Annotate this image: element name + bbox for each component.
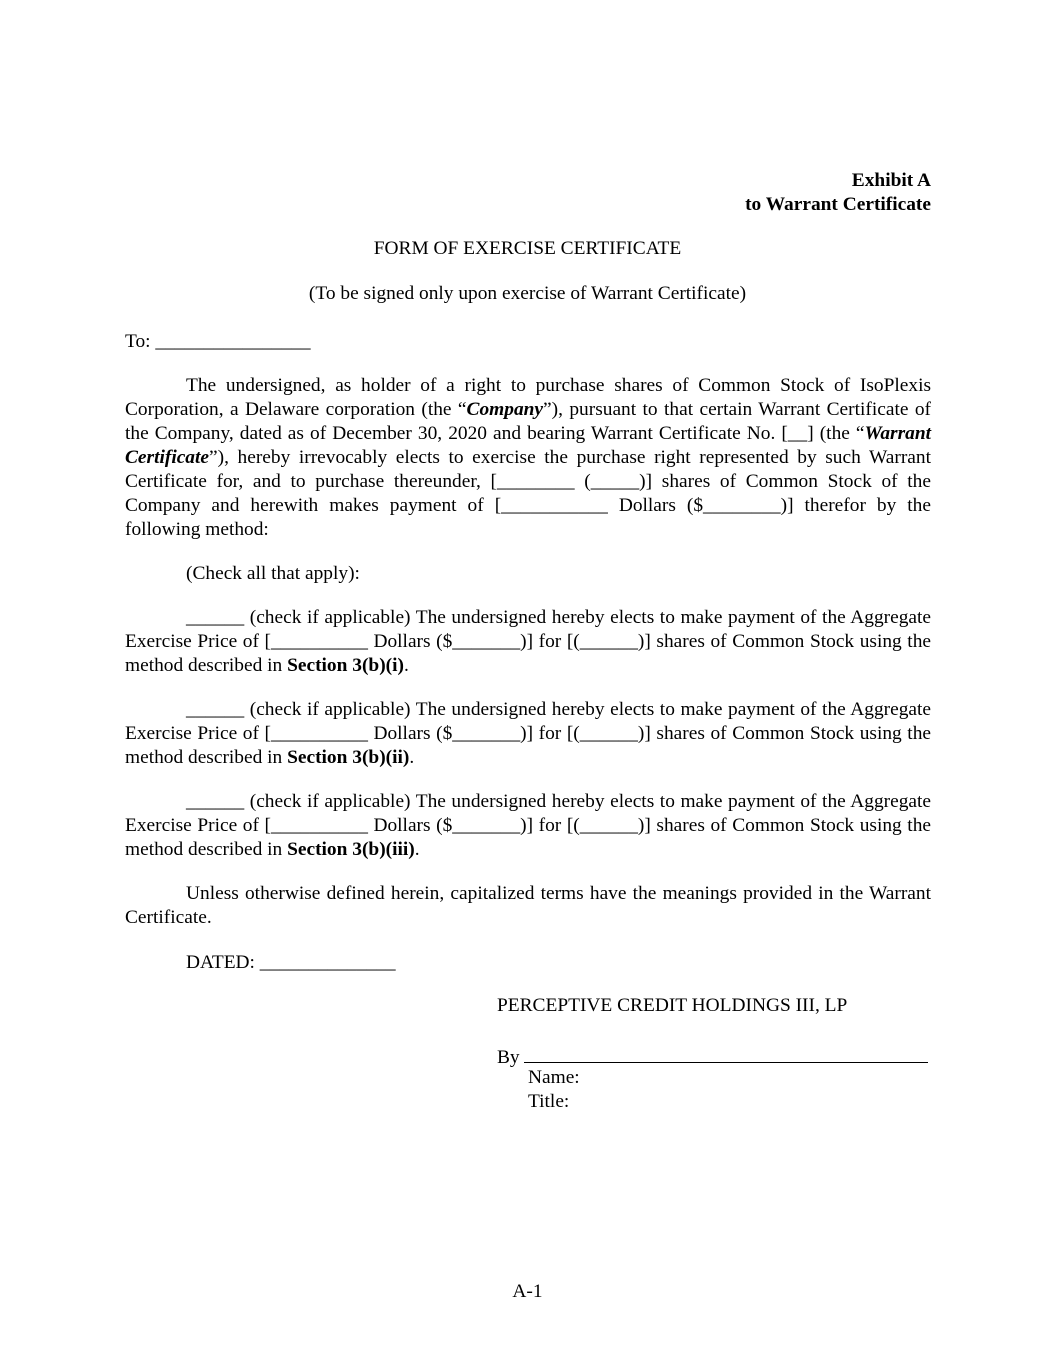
option-3-text: ______ (check if applicable) The undersigned hereby elects to make payment of the Aggregate Exercise Price of [__________ Dollars ($_______)] for [(______)] shares of Common Stock using the method described in	[125, 791, 931, 860]
option-2-section-ref: Section 3(b)(ii)	[287, 747, 410, 768]
exhibit-label: Exhibit A	[851, 170, 931, 191]
signatory-name-label: Name:	[528, 1067, 580, 1088]
warrant-defined-term: Warrant Certificate	[125, 423, 931, 468]
option-3-end: .	[414, 839, 420, 860]
intro-paragraph	[125, 374, 931, 542]
dated-line: DATED: ______________	[186, 952, 396, 973]
option-1-end: .	[403, 655, 409, 676]
document-subtitle: (To be signed only upon exercise of Warrant Certificate)	[308, 283, 747, 304]
signature-line	[524, 1042, 928, 1063]
exhibit-heading	[745, 169, 931, 217]
company-defined-term: Company	[466, 399, 544, 420]
intro-text-3: ”), hereby irrevocably elects to exercise the purchase right represented by such Warrant Certificate for, and to purchase thereunder, [________ (_____)] shares of Common Stock of the Company and herewith makes payment of [___________ Dollars ($________)] therefor by the following method:	[125, 447, 931, 540]
signatory-company: PERCEPTIVE CREDIT HOLDINGS III, LP	[497, 995, 848, 1016]
to-line: To: ________________	[125, 331, 311, 352]
payment-option-3	[125, 790, 931, 862]
exhibit-subtitle: to Warrant Certificate	[745, 194, 931, 215]
page-number: A-1	[512, 1281, 543, 1302]
signatory-title-label: Title:	[528, 1091, 570, 1112]
option-1-section-ref: Section 3(b)(i)	[287, 655, 404, 676]
payment-option-1	[125, 606, 931, 678]
intro-text-2: ”), pursuant to that certain Warrant Certificate of the Company, dated as of December 30, 2020 and bearing Warrant Certificate No. [__] (the “	[125, 399, 931, 444]
option-2-end: .	[409, 747, 415, 768]
option-1-text: ______ (check if applicable) The undersigned hereby elects to make payment of the Aggregate Exercise Price of [__________ Dollars ($_______)] for [(______)] shares of Common Stock using the method described in	[125, 607, 931, 676]
check-all-instruction: (Check all that apply):	[186, 563, 360, 584]
option-2-text: ______ (check if applicable) The undersigned hereby elects to make payment of the Aggregate Exercise Price of [__________ Dollars ($_______)] for [(______)] shares of Common Stock using the method described in	[125, 699, 931, 768]
intro-text-1: The undersigned, as holder of a right to purchase shares of Common Stock of IsoPlexis Corporation, a Delaware corporation (the “	[125, 375, 931, 420]
document-title: FORM OF EXERCISE CERTIFICATE	[373, 238, 682, 259]
payment-option-2	[125, 698, 931, 770]
by-label: By	[497, 1047, 520, 1068]
definitions-paragraph: Unless otherwise defined herein, capitalized terms have the meanings provided in the Warrant Certificate.	[125, 883, 931, 928]
option-3-section-ref: Section 3(b)(iii)	[287, 839, 415, 860]
